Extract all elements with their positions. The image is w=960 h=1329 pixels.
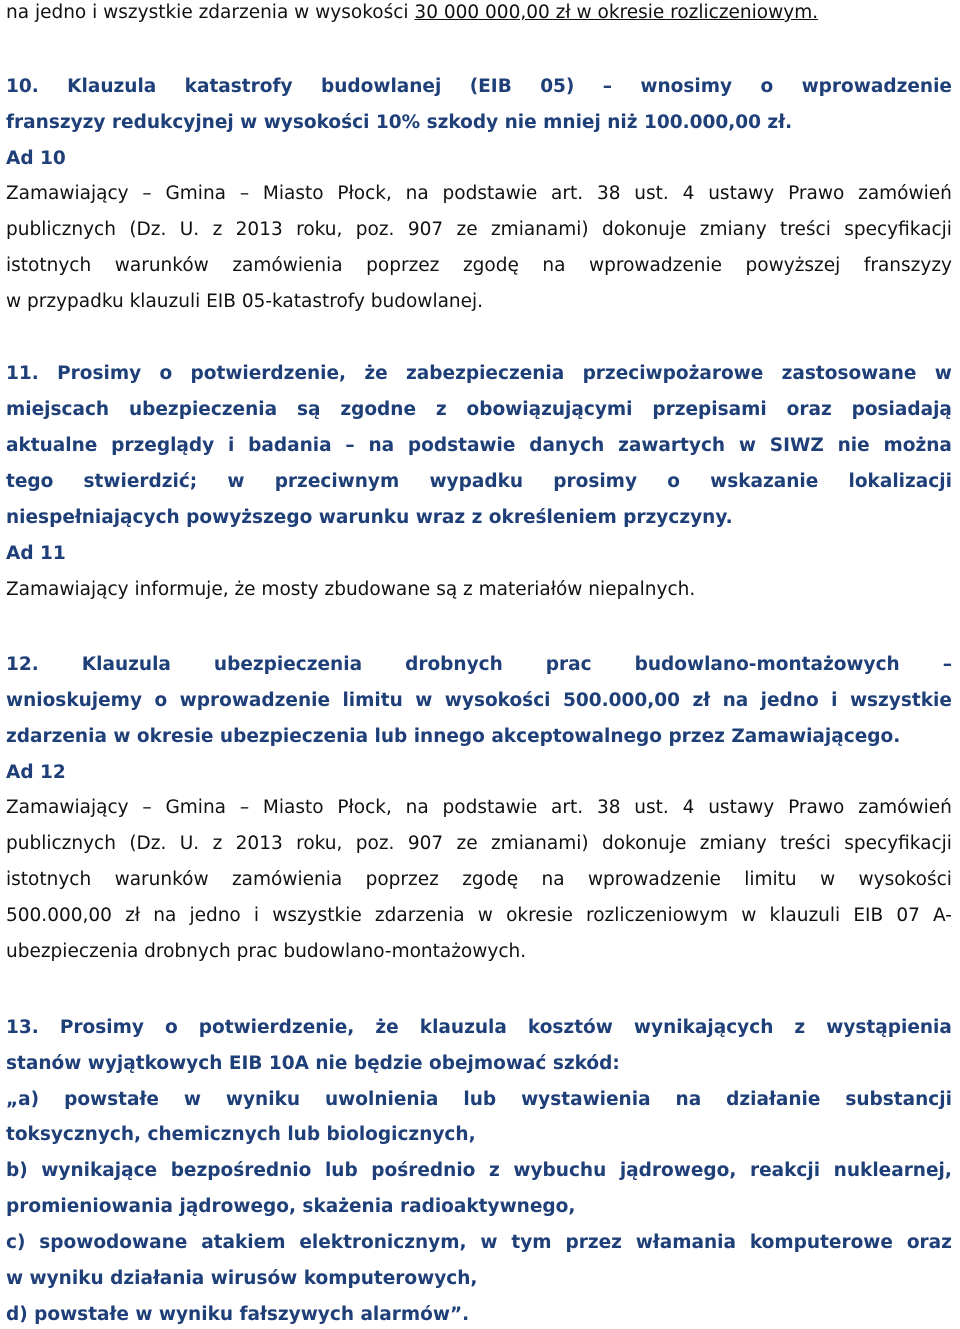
word: ustawy [708,797,775,818]
word: przeglądy [111,435,215,456]
word: w [934,363,952,384]
word: posiadają [851,399,952,420]
word: wynikające [41,1160,158,1181]
word: włamania [635,1232,736,1253]
word: Prawo [788,797,845,818]
word: prosimy [553,471,638,492]
word: wnosimy [640,76,733,97]
word: – [602,76,613,97]
word: na [722,690,749,711]
word: zamówień [858,797,952,818]
word: jedno [189,905,241,926]
word: na [405,183,429,204]
word: z [435,399,447,420]
answer-10-line-1 [6,181,952,207]
answer-12-line-5: ubezpieczenia drobnych prac budowlano-montażowych. [6,941,527,962]
word: spowodowane [39,1232,188,1253]
word: na [675,1089,702,1110]
word: 2013 [235,219,283,240]
word: kosztów [527,1017,613,1038]
answer-11-line-1: Zamawiający informuje, że mosty zbudowane są z materiałów niepalnych. [6,579,696,600]
answer-10-line-4: w przypadku klauzuli EIB 05-katastrofy budowlanej. [6,291,484,312]
question-13-line-2: stanów wyjątkowych EIB 10A nie będzie obejmować szkód: [6,1053,620,1074]
word: poprzez [365,869,439,890]
word: działanie [726,1089,821,1110]
word: przez [565,1232,622,1253]
word: publicznych [6,219,116,240]
word: ze [456,219,478,240]
word: zgodne [340,399,417,420]
word: zmiany [699,833,767,854]
word: obowiązującymi [466,399,633,420]
word: U. [179,219,200,240]
word: podstawie [442,183,538,204]
word: Klauzula [67,76,157,97]
question-13-line-5 [6,1158,952,1184]
word: zawartych [618,435,726,456]
word: roku, [296,833,343,854]
word: w [480,1232,498,1253]
question-13-line-6: promieniowania jądrowego, skażenia radioaktywnego, [6,1196,576,1217]
word: zamówienia [231,869,343,890]
word: na [542,255,566,276]
word: warunków [114,869,209,890]
word: o [165,1017,178,1038]
word: ubezpieczenia [213,654,363,675]
word: treści [780,219,831,240]
word: Płock, [337,797,392,818]
word: substancji [845,1089,952,1110]
word: na [153,905,177,926]
word: podstawie [442,797,538,818]
word: rozliczeniowym [586,905,729,926]
word: lokalizacji [848,471,952,492]
word: na [541,869,565,890]
word: danych [529,435,605,456]
word: że [375,1017,399,1038]
word: są [296,399,321,420]
word: 07 [896,905,920,926]
word: 38 [596,797,621,818]
word: w [477,905,493,926]
word: w [227,471,245,492]
word: Prosimy [57,363,142,384]
word: wszystkie [272,905,362,926]
word: z [794,1017,806,1038]
word: prac [545,654,592,675]
word: i [831,690,838,711]
word: (Dz. [129,219,167,240]
word: zmiany [699,219,767,240]
word: tym [511,1232,552,1253]
word: (Dz. [129,833,167,854]
word: oraz [786,399,832,420]
word: budowlanej [320,76,442,97]
answer-12-line-4 [6,903,952,929]
word: Zamawiający [6,183,129,204]
question-12-line-2 [6,688,952,714]
word: 10. [6,76,39,97]
question-12-line-3: zdarzenia w okresie ubezpieczenia lub innego akceptowalnego przez Zamawiającego. [6,726,901,747]
continuation-amount: 30 000 000,00 zł w okresie rozliczeniowym. [414,2,819,23]
word: wynikających [633,1017,774,1038]
word: U. [179,833,200,854]
word: 05) [540,76,575,97]
word: jądrowego, [619,1160,737,1181]
word: 4 [682,797,695,818]
word: o [667,471,680,492]
word: franszyzy [863,255,952,276]
word: art. [551,797,584,818]
word: z [212,833,223,854]
word: zł [125,905,141,926]
word: o [154,690,168,711]
word: klauzula [419,1017,507,1038]
word: wysokości [444,690,551,711]
word: na [368,435,395,456]
word: publicznych [6,833,116,854]
word: zgodę [462,869,519,890]
word: wprowadzenie [587,869,721,890]
word: atakiem [201,1232,286,1253]
answer-12-line-2 [6,831,952,857]
word: wprowadzenie [589,255,722,276]
word: roku, [296,219,343,240]
word: dokonuje [602,833,687,854]
word: „a) [6,1089,40,1110]
word: można [883,435,952,456]
word: zgodę [462,255,519,276]
word: zabezpieczenia [406,363,565,384]
word: ust. [634,797,669,818]
word: jedno [760,690,819,711]
word: EIB [853,905,884,926]
word: i [228,435,235,456]
word: wnioskujemy [6,690,143,711]
word: A- [933,905,952,926]
word: istotnych [6,869,92,890]
word: wyniku [225,1089,301,1110]
continuation-line [6,0,952,26]
ad-11-heading: Ad 11 [6,543,66,564]
word: art. [551,183,584,204]
question-13-line-1 [6,1015,952,1041]
word: tego [6,471,54,492]
word: reakcji [749,1160,821,1181]
word: ubezpieczenia [128,399,278,420]
question-11-line-1 [6,361,952,387]
word: poz. [355,219,395,240]
word: aktualne [6,435,98,456]
word: wybuchu [513,1160,607,1181]
word: Klauzula [81,654,171,675]
word: wystąpienia [826,1017,952,1038]
question-13-line-7 [6,1230,952,1256]
word: nuklearnej, [833,1160,952,1181]
word: przeciwpożarowe [582,363,764,384]
word: przepisami [652,399,767,420]
question-11-line-4 [6,469,952,495]
word: o [760,76,774,97]
word: pośrednio [371,1160,476,1181]
word: specyfikacji [844,219,952,240]
word: Płock, [337,183,392,204]
word: uwolnienia [325,1089,439,1110]
word: powstałe [64,1089,159,1110]
word: zamówień [858,183,952,204]
word: Miasto [262,183,324,204]
word: nie [837,435,870,456]
word: ust. [634,183,669,204]
word: warunków [114,255,209,276]
word: poz. [355,833,395,854]
word: limitu [342,690,403,711]
word: limitu [744,869,797,890]
word: 13. [6,1017,39,1038]
word: – [345,435,355,456]
word: elektronicznym, [299,1232,467,1253]
word: wprowadzenie [179,690,331,711]
word: miejscach [6,399,110,420]
word: stwierdzić; [83,471,198,492]
word: 500.000,00 [562,690,681,711]
continuation-prefix: na jedno i wszystkie zdarzenia w wysokości [6,2,415,23]
word: 4 [682,183,695,204]
word: na [405,797,429,818]
word: dokonuje [602,219,687,240]
word: ustawy [708,183,775,204]
word: zmianami) [490,833,589,854]
word: Zamawiający [6,797,129,818]
word: c) [6,1232,26,1253]
question-11-line-5: niespełniających powyższego warunku wraz z określeniem przyczyny. [6,507,733,528]
word: (EIB [469,76,512,97]
word: wysokości [858,869,952,890]
word: z [212,219,223,240]
word: Gmina [165,183,227,204]
ad-12-heading: Ad 12 [6,762,66,783]
word: oraz [906,1232,952,1253]
question-10-line-1 [6,74,952,100]
word: istotnych [6,255,92,276]
word: wszystkie [849,690,952,711]
word: przeciwnym [274,471,400,492]
word: potwierdzenie, [190,363,347,384]
question-12-line-1 [6,652,952,678]
question-11-line-3 [6,433,952,459]
word: w [183,1089,201,1110]
word: 12. [6,654,39,675]
question-11-line-2 [6,397,952,423]
word: lub [324,1160,358,1181]
word: komputerowe [749,1232,893,1253]
word: katastrofy [184,76,293,97]
answer-10-line-2 [6,217,952,243]
word: w [415,690,433,711]
word: 500.000,00 [6,905,112,926]
answer-12-line-3 [6,867,952,893]
word: 2013 [235,833,283,854]
word: wypadku [429,471,524,492]
word: – [239,797,250,818]
word: b) [6,1160,28,1181]
word: okresie [506,905,573,926]
word: Prawo [788,183,845,204]
word: zamówienia [232,255,343,276]
word: w [738,435,756,456]
word: ze [456,833,478,854]
word: zdarzenia [374,905,465,926]
question-10-line-2: franszyzy redukcyjnej w wysokości 10% szkody nie mniej niż 100.000,00 zł. [6,112,793,133]
word: treści [780,833,831,854]
word: specyfikacji [844,833,952,854]
answer-10-line-3 [6,253,952,279]
word: bezpośrednio [170,1160,312,1181]
word: w [820,869,836,890]
question-13-line-3 [6,1087,952,1113]
word: powyższej [745,255,841,276]
word: w [741,905,757,926]
word: podstawie [407,435,516,456]
word: lub [463,1089,497,1110]
word: zastosowane [781,363,917,384]
answer-12-line-1 [6,795,952,821]
word: że [364,363,388,384]
question-13-line-9: d) powstałe w wyniku fałszywych alarmów”. [6,1304,470,1325]
word: zmianami) [490,219,589,240]
word: wystawienia [521,1089,651,1110]
ad-10-heading: Ad 10 [6,148,66,169]
word: drobnych [405,654,503,675]
word: o [159,363,173,384]
word: Gmina [165,797,227,818]
word: wskazanie [710,471,819,492]
word: – [142,183,152,204]
word: klauzuli [769,905,841,926]
question-13-line-4: toksycznych, chemicznych lub biologicznych, [6,1124,476,1145]
word: Prosimy [59,1017,144,1038]
word: budowlano-montażowych [634,654,900,675]
word: wprowadzenie [801,76,952,97]
word: Miasto [262,797,324,818]
word: 38 [596,183,621,204]
word: 11. [6,363,39,384]
question-13-line-8: w wyniku działania wirusów komputerowych, [6,1268,478,1289]
word: poprzez [366,255,440,276]
word: potwierdzenie, [198,1017,355,1038]
word: badania [248,435,332,456]
word: 907 [407,833,444,854]
word: – [239,183,250,204]
word: 907 [407,219,444,240]
word: zł [692,690,711,711]
word: SIWZ [769,435,824,456]
word: i [253,905,260,926]
word: – [942,654,952,675]
word: z [489,1160,500,1181]
word: – [142,797,152,818]
